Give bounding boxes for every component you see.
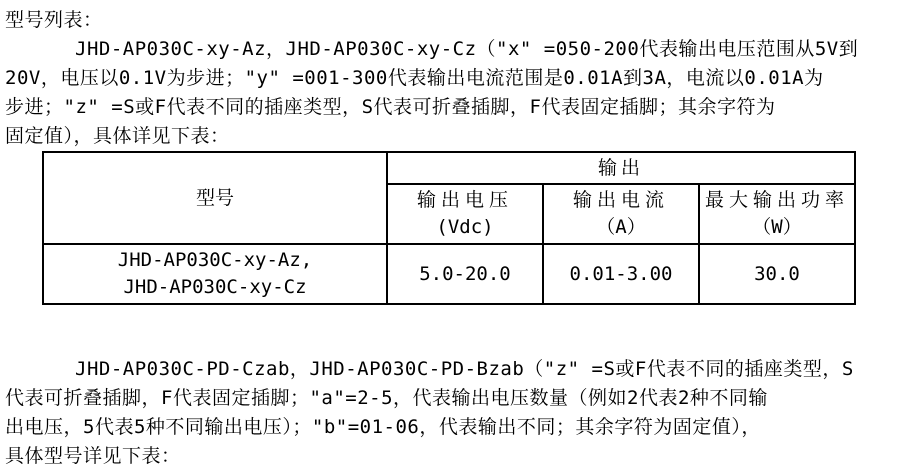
output-spec-table (42, 151, 856, 305)
output-group-label: 输出 (597, 157, 644, 179)
paragraph-line: 固定值），具体详见下表： (5, 125, 230, 147)
paragraph-line-clipped: 具体型号详见下表： (5, 445, 181, 467)
output-current-unit: （A） (596, 216, 646, 238)
current-cell: 0.01-3.00 (543, 244, 699, 304)
output-voltage-unit: (Vdc) (436, 216, 494, 238)
table-header-row-group (43, 152, 855, 184)
paragraph-model-az (5, 35, 897, 151)
power-cell: 30.0 (699, 244, 855, 304)
table-header-output-current (543, 184, 699, 244)
paragraph-line: JHD-AP030C-xy-Az，JHD-AP030C-xy-Cz（"x" =050-200代表输出电压范围从5V到 (75, 38, 859, 60)
table-header-output-group (387, 152, 855, 184)
model-line-2: JHD-AP030C-xy-Cz (123, 276, 307, 298)
voltage-cell: 5.0-20.0 (387, 244, 543, 304)
max-power-unit: （W） (752, 216, 802, 238)
page-title: 型号列表： (5, 9, 103, 31)
max-power-label: 最大输出功率 (704, 189, 849, 211)
model-cell (43, 244, 387, 304)
paragraph-line: JHD-AP030C-PD-Czab，JHD-AP030C-PD-Bzab（"z" =S或F代表不同的插座类型，S (75, 358, 854, 380)
paragraph-line: 出电压，5代表5种不同输出电压）；"b"=01-06，代表输出不同；其余字符为固定值）， (5, 416, 761, 438)
table-header-max-power (699, 184, 855, 244)
paragraph-line: 代表可折叠插脚，F代表固定插脚；"a"=2-5，代表输出电压数量（例如2代表2种不同输 (5, 387, 768, 409)
model-line-1: JHD-AP030C-xy-Az, (117, 249, 313, 271)
paragraph-model-pd (5, 355, 897, 471)
paragraph-line: 步进；"z" =S或F代表不同的插座类型，S代表可折叠插脚，F代表固定插脚；其余字符为 (5, 96, 776, 118)
table-header-output-voltage (387, 184, 543, 244)
output-current-label: 输出电流 (572, 189, 669, 211)
table-row (43, 244, 855, 304)
table-header-model: 型号 (43, 152, 387, 244)
paragraph-line: 20V，电压以0.1V为步进；"y" =001-300代表输出电流范围是0.01A到3A，电流以0.01A为 (5, 67, 824, 89)
output-voltage-label: 输出电压 (416, 189, 513, 211)
